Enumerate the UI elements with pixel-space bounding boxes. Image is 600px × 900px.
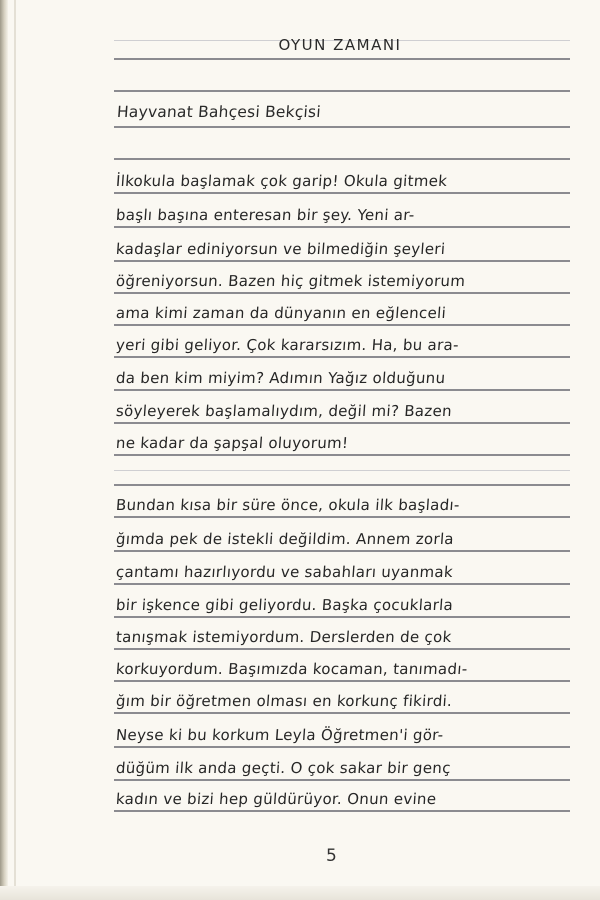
running-header: OYUN ZAMANI [278, 36, 402, 54]
section-title: Hayvanat Bahçesi Bekçisi [116, 103, 322, 121]
rule [114, 158, 570, 160]
header-rule [114, 58, 570, 60]
text-line: başlı başına enteresan bir şey. Yeni ar- [115, 206, 416, 224]
text-line: korkuyordum. Başımızda kocaman, tanımadı- [115, 660, 469, 678]
rule [114, 616, 570, 618]
text-line: söyleyerek başlamalıydım, değil mi? Bazen [115, 402, 453, 420]
text-line: tanışmak istemiyordum. Derslerden de çok [115, 628, 453, 646]
rule [114, 192, 570, 194]
rule [114, 324, 570, 326]
rule [114, 260, 570, 262]
text-line: İlkokula başlamak çok garip! Okula gitmek [115, 172, 448, 190]
text-line: yeri gibi geliyor. Çok kararsızım. Ha, bu ara- [115, 336, 460, 354]
text-line: öğreniyorsun. Bazen hiç gitmek istemiyorum [115, 272, 466, 290]
rule [114, 648, 570, 650]
page-edge [14, 0, 16, 900]
rule [114, 779, 570, 781]
text-line: ne kadar da şapşal oluyorum! [115, 434, 349, 452]
text-line: ama kimi zaman da dünyanın en eğlenceli [115, 304, 447, 322]
rule [114, 389, 570, 391]
text-line: da ben kim miyim? Adımın Yağız olduğunu [115, 369, 447, 387]
rule [114, 226, 570, 228]
text-line: ğım bir öğretmen olması en korkunç fikirdi. [115, 692, 453, 710]
rule [114, 516, 570, 518]
text-line: kadın ve bizi hep güldürüyor. Onun evine [115, 790, 437, 808]
rule [114, 680, 570, 682]
rule [114, 550, 570, 552]
rule [114, 810, 570, 812]
rule [114, 356, 570, 358]
rule [114, 292, 570, 294]
rule [114, 712, 570, 714]
rule [114, 422, 570, 424]
rule [114, 746, 570, 748]
rule [114, 583, 570, 585]
page-bottom-edge [0, 886, 600, 900]
text-line: çantamı hazırlıyordu ve sabahları uyanmak [115, 563, 454, 581]
page-number: 5 [326, 846, 337, 866]
text-line: bir işkence gibi geliyordu. Başka çocuklarla [115, 596, 454, 614]
text-line: kadaşlar ediniyorsun ve bilmediğin şeyleri [115, 240, 446, 258]
text-line: düğüm ilk anda geçti. O çok sakar bir genç [115, 759, 452, 777]
text-line: Bundan kısa bir süre önce, okula ilk başladı- [115, 496, 461, 514]
rule [114, 90, 570, 92]
page-gutter-shadow [0, 0, 8, 900]
rule [114, 454, 570, 456]
faint-rule [114, 470, 570, 471]
text-line: ğımda pek de istekli değildim. Annem zorla [115, 530, 455, 548]
rule [114, 484, 570, 486]
rule [114, 126, 570, 128]
text-line: Neyse ki bu korkum Leyla Öğretmen'i gör- [115, 726, 445, 744]
